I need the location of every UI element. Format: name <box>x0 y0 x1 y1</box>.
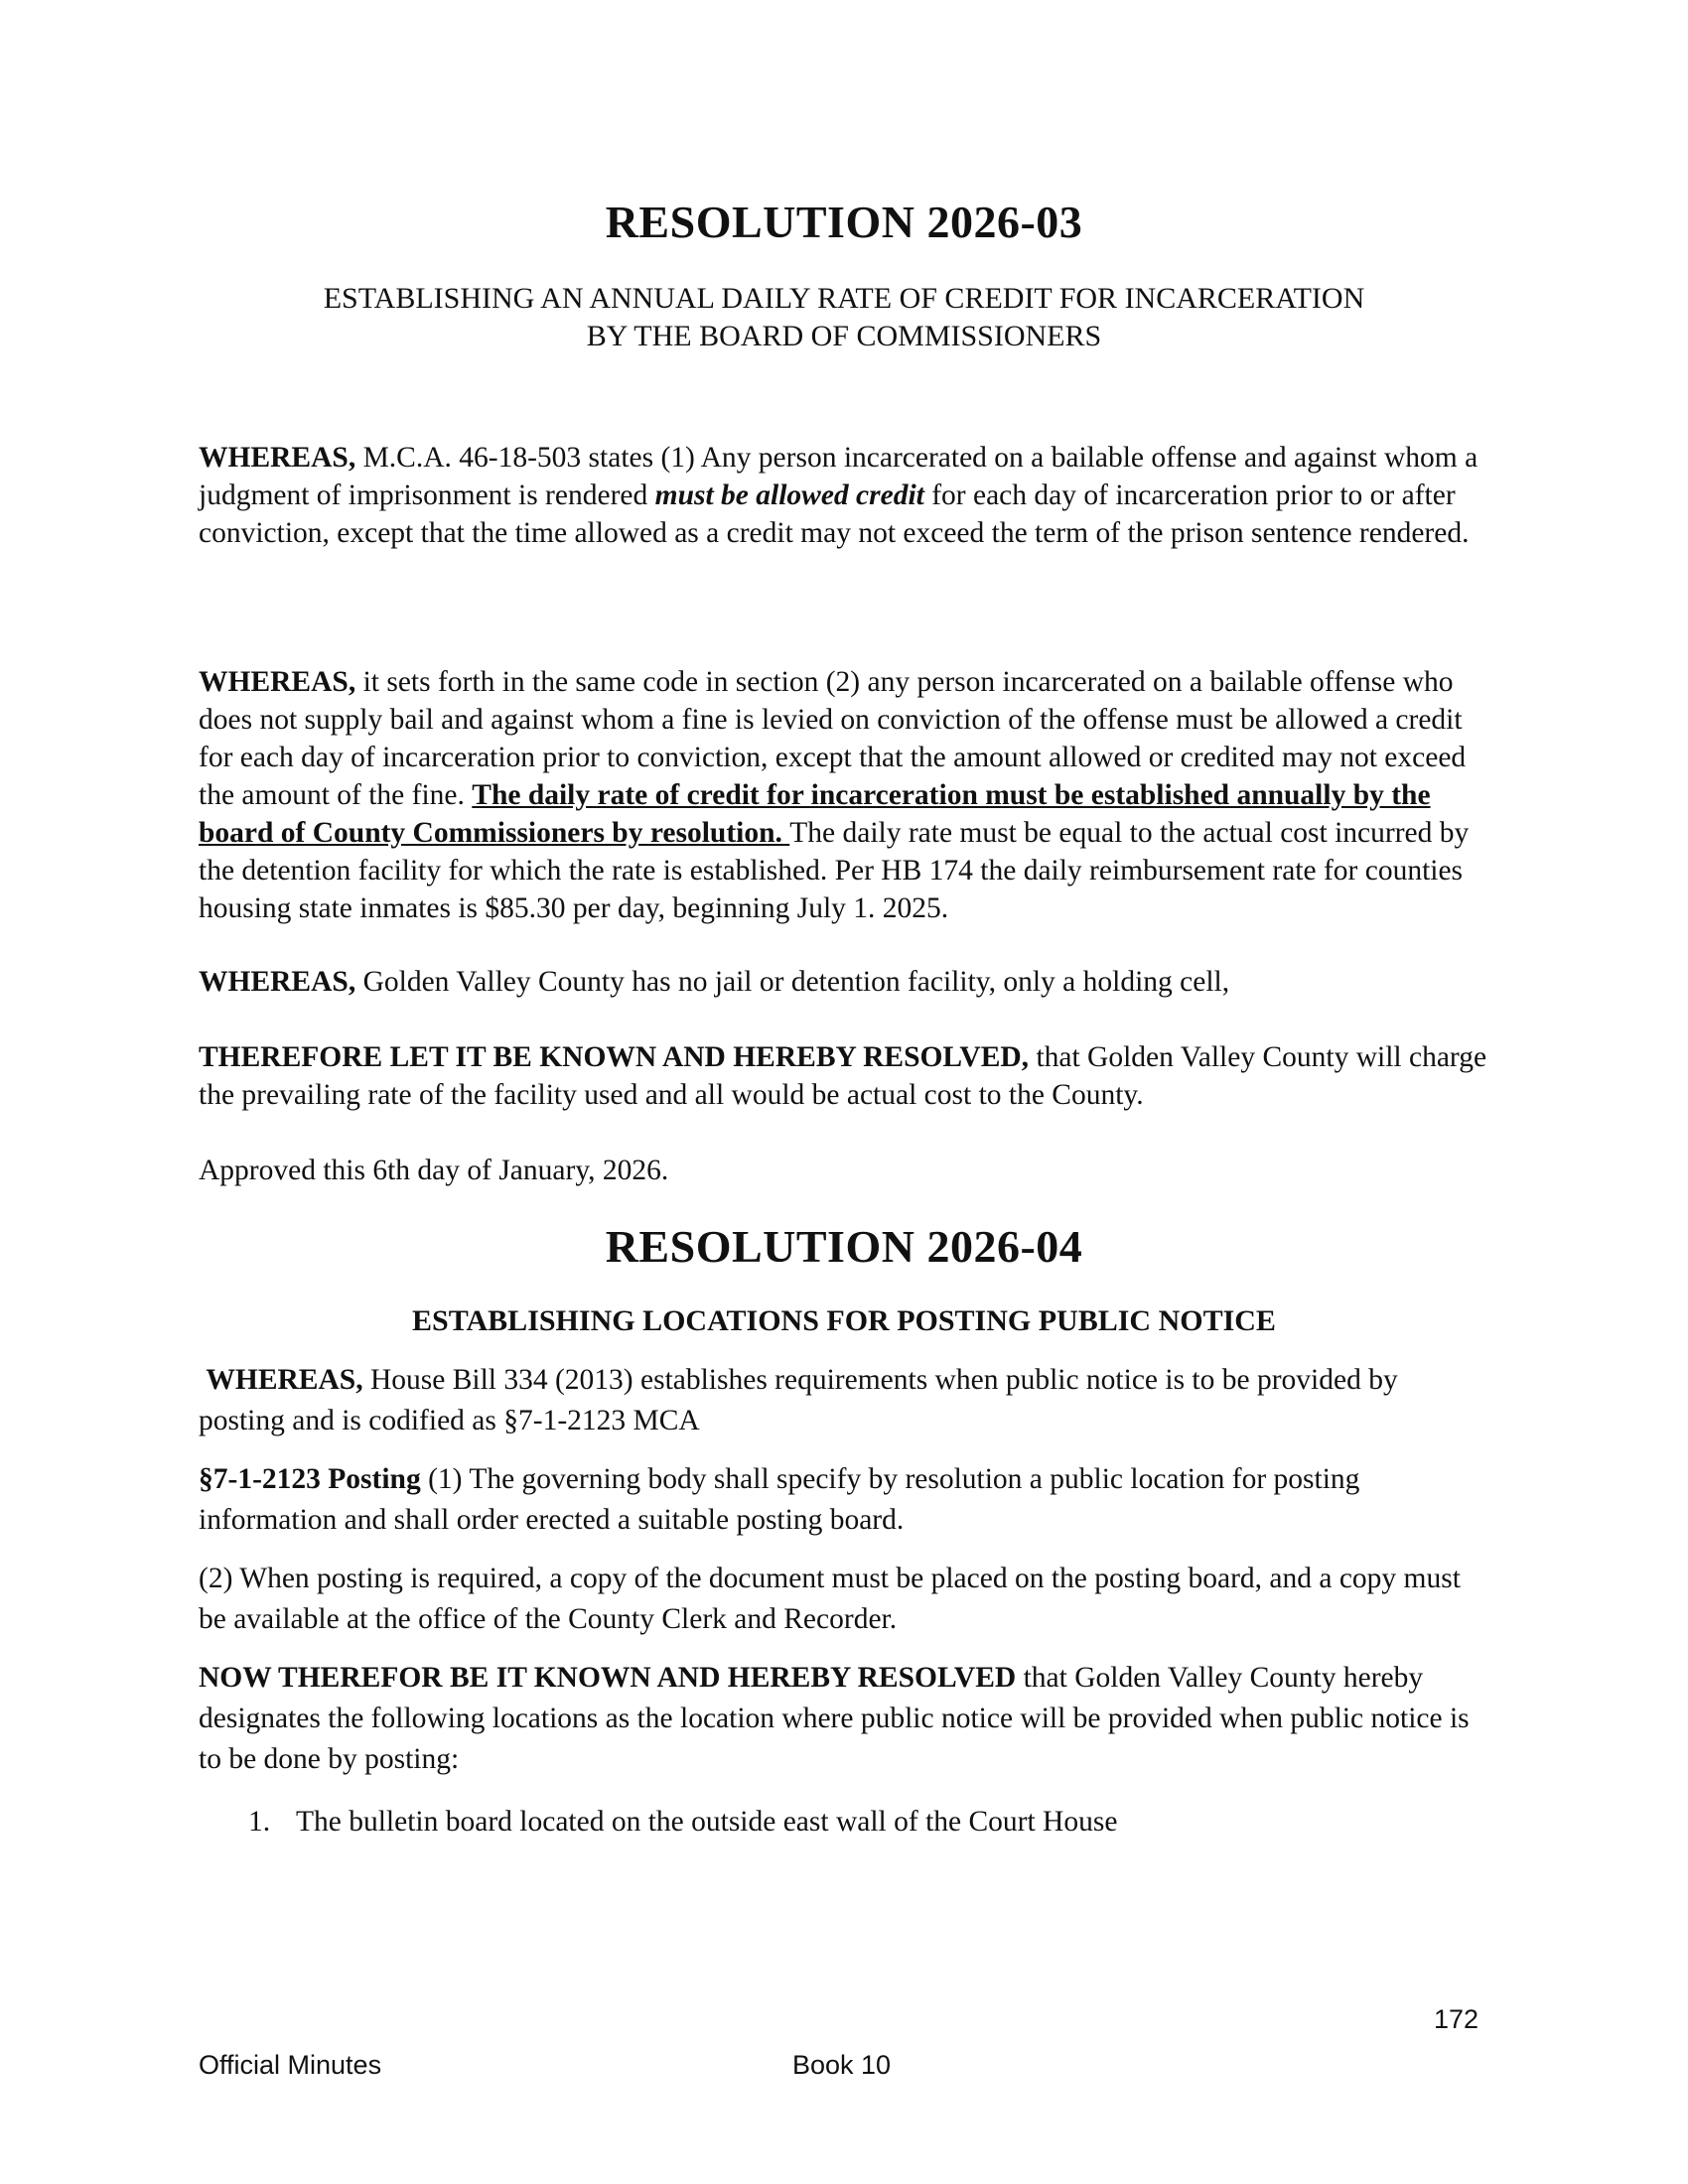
whereas-label: WHEREAS, <box>206 1364 363 1396</box>
whereas-text-a: M.C.A. 46-18-503 states (1) Any person incarcerated on a bailable offense and against whom a judgment of imprisonment is rendered <box>199 442 1478 511</box>
resolution-2026-03-title: RESOLUTION 2026-03 <box>605 197 1083 247</box>
page-number: 172 <box>1434 2004 1479 2034</box>
therefore-paragraph <box>199 1038 1489 1114</box>
now-therefor-label: NOW THEREFOR BE IT KNOWN AND HEREBY RESOLVED <box>199 1662 1017 1694</box>
posting-label: §7-1-2123 Posting <box>199 1463 421 1495</box>
therefore-text: that Golden Valley County will charge the prevailing rate of the facility used and all would be actual cost to the County. <box>199 1041 1487 1111</box>
document-content <box>199 195 1489 1843</box>
posting-section-paragraph <box>199 1459 1489 1541</box>
whereas-text: House Bill 334 (2013) establishes requirements when public notice is to be provided by posting and is codified as §7-1-2123 MCA <box>199 1364 1398 1436</box>
resolution-2026-04-title: RESOLUTION 2026-04 <box>605 1221 1083 1272</box>
whereas-label: WHEREAS, <box>199 966 356 998</box>
now-therefor-paragraph <box>199 1658 1489 1780</box>
whereas-emphasis: must be allowed credit <box>654 479 924 511</box>
resolution-2026-04-subtitle: ESTABLISHING LOCATIONS FOR POSTING PUBLIC NOTICE <box>412 1304 1276 1337</box>
whereas-text-a: it sets forth in the same code in section (2) any person incarcerated on a bailable offense who does not supply bail and against whom a fine is levied on conviction of the offense must be allowed a credit for each day of incarceration prior to conviction, except that the amount allowed or credited may not exceed the amount of the fine. <box>199 666 1467 811</box>
resolution-2026-03-subtitle <box>199 280 1489 355</box>
whereas-house-bill-paragraph <box>199 1360 1489 1441</box>
whereas-text: Golden Valley County has no jail or detention facility, only a holding cell, <box>355 966 1230 998</box>
whereas-paragraph-3 <box>199 963 1489 1001</box>
footer-official-minutes: Official Minutes <box>199 2050 382 2080</box>
whereas-label: WHEREAS, <box>199 442 356 474</box>
approved-line: Approved this 6th day of January, 2026. <box>199 1155 669 1186</box>
location-list-item <box>199 1802 1489 1843</box>
whereas-label: WHEREAS, <box>199 666 356 698</box>
footer-book-number: Book 10 <box>792 2050 892 2080</box>
whereas-paragraph-1 <box>199 439 1489 552</box>
posting-subsection-2: (2) When posting is required, a copy of the document must be placed on the posting board, and a copy must be available at the office of the County Clerk and Recorder. <box>199 1563 1461 1635</box>
posting-text: (1) The governing body shall specify by resolution a public location for posting information and shall order erected a suitable posting board. <box>199 1463 1360 1536</box>
list-text: The bulletin board located on the outside east wall of the Court House <box>296 1806 1118 1838</box>
whereas-text-b: The daily rate must be equal to the actual cost incurred by the detention facility for which the rate is established. Per HB 174 the daily reimbursement rate for counties housing state inmates is $85.30 per day, beginning July 1. 2025. <box>199 817 1470 924</box>
subtitle-line-1: ESTABLISHING AN ANNUAL DAILY RATE OF CREDIT FOR INCARCERATION <box>323 282 1365 315</box>
list-number: 1. <box>248 1806 271 1838</box>
whereas-text-b: for each day of incarceration prior to or after conviction, except that the time allowed as a credit may not exceed the term of the prison sentence rendered. <box>199 479 1470 549</box>
therefore-label: THEREFORE LET IT BE KNOWN AND HEREBY RESOLVED, <box>199 1041 1030 1073</box>
whereas-paragraph-2 <box>199 663 1489 927</box>
now-therefor-text: that Golden Valley County hereby designates the following locations as the location where public notice will be provided when public notice is to be done by posting: <box>199 1662 1470 1775</box>
whereas-underlined-text: The daily rate of credit for incarceration must be established annually by the board of County Commissioners by resolution. <box>199 779 1431 849</box>
subtitle-line-2: BY THE BOARD OF COMMISSIONERS <box>586 320 1102 352</box>
